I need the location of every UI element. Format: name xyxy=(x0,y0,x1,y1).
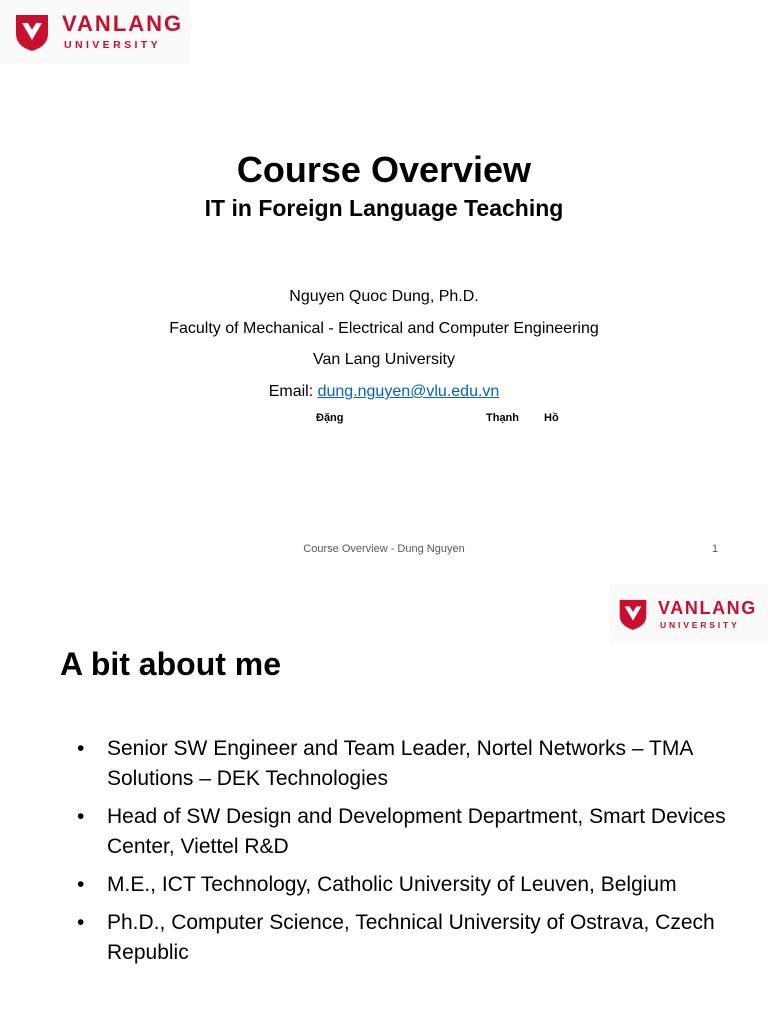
list-item xyxy=(77,870,737,900)
vanlang-logo xyxy=(0,0,190,64)
slide-heading: A bit about me xyxy=(60,646,282,682)
slide-title: Course Overview xyxy=(236,149,532,190)
bullet-icon: • xyxy=(77,873,85,896)
list-item-text: Head of SW Design and Development Department, Smart Devices Center, Viettel R&D xyxy=(107,805,726,858)
bullet-icon: • xyxy=(77,911,85,934)
name-label: Hồ xyxy=(544,412,559,424)
university-name: Van Lang University xyxy=(313,351,455,368)
vanlang-logo xyxy=(610,584,768,644)
logo-subname: UNIVERSITY xyxy=(660,619,740,630)
bullet-list xyxy=(77,734,737,976)
vanlang-shield-icon xyxy=(14,12,50,52)
name-label: Đặng xyxy=(316,412,344,424)
faculty-name: Faculty of Mechanical - Electrical and Computer Engineering xyxy=(169,320,599,337)
list-item xyxy=(77,734,737,794)
logo-name: VANLANG xyxy=(658,597,757,618)
bullet-icon: • xyxy=(77,805,85,828)
list-item xyxy=(77,802,737,862)
email-link[interactable]: dung.nguyen@vlu.edu.vn xyxy=(317,383,500,400)
author-name: Nguyen Quoc Dung, Ph.D. xyxy=(289,288,479,305)
slide-footer: Course Overview - Dung Nguyen xyxy=(303,543,465,555)
email-line xyxy=(0,382,768,402)
bullet-icon: • xyxy=(77,737,85,760)
list-item xyxy=(77,908,737,968)
slide-2 xyxy=(0,576,768,1024)
slide-subtitle: IT in Foreign Language Teaching xyxy=(204,195,564,221)
list-item-text: Senior SW Engineer and Team Leader, Nortel Networks – TMA Solutions – DEK Technologies xyxy=(107,737,693,790)
logo-subname: UNIVERSITY xyxy=(64,39,162,52)
list-item-text: M.E., ICT Technology, Catholic University of Leuven, Belgium xyxy=(107,873,677,896)
logo-name: VANLANG xyxy=(62,11,184,37)
name-label: Thạnh xyxy=(486,412,519,424)
page-number: 1 xyxy=(712,543,719,555)
list-item-text: Ph.D., Computer Science, Technical University of Ostrava, Czech Republic xyxy=(107,911,715,964)
email-label: Email: xyxy=(268,383,314,400)
vanlang-shield-icon xyxy=(618,597,648,631)
